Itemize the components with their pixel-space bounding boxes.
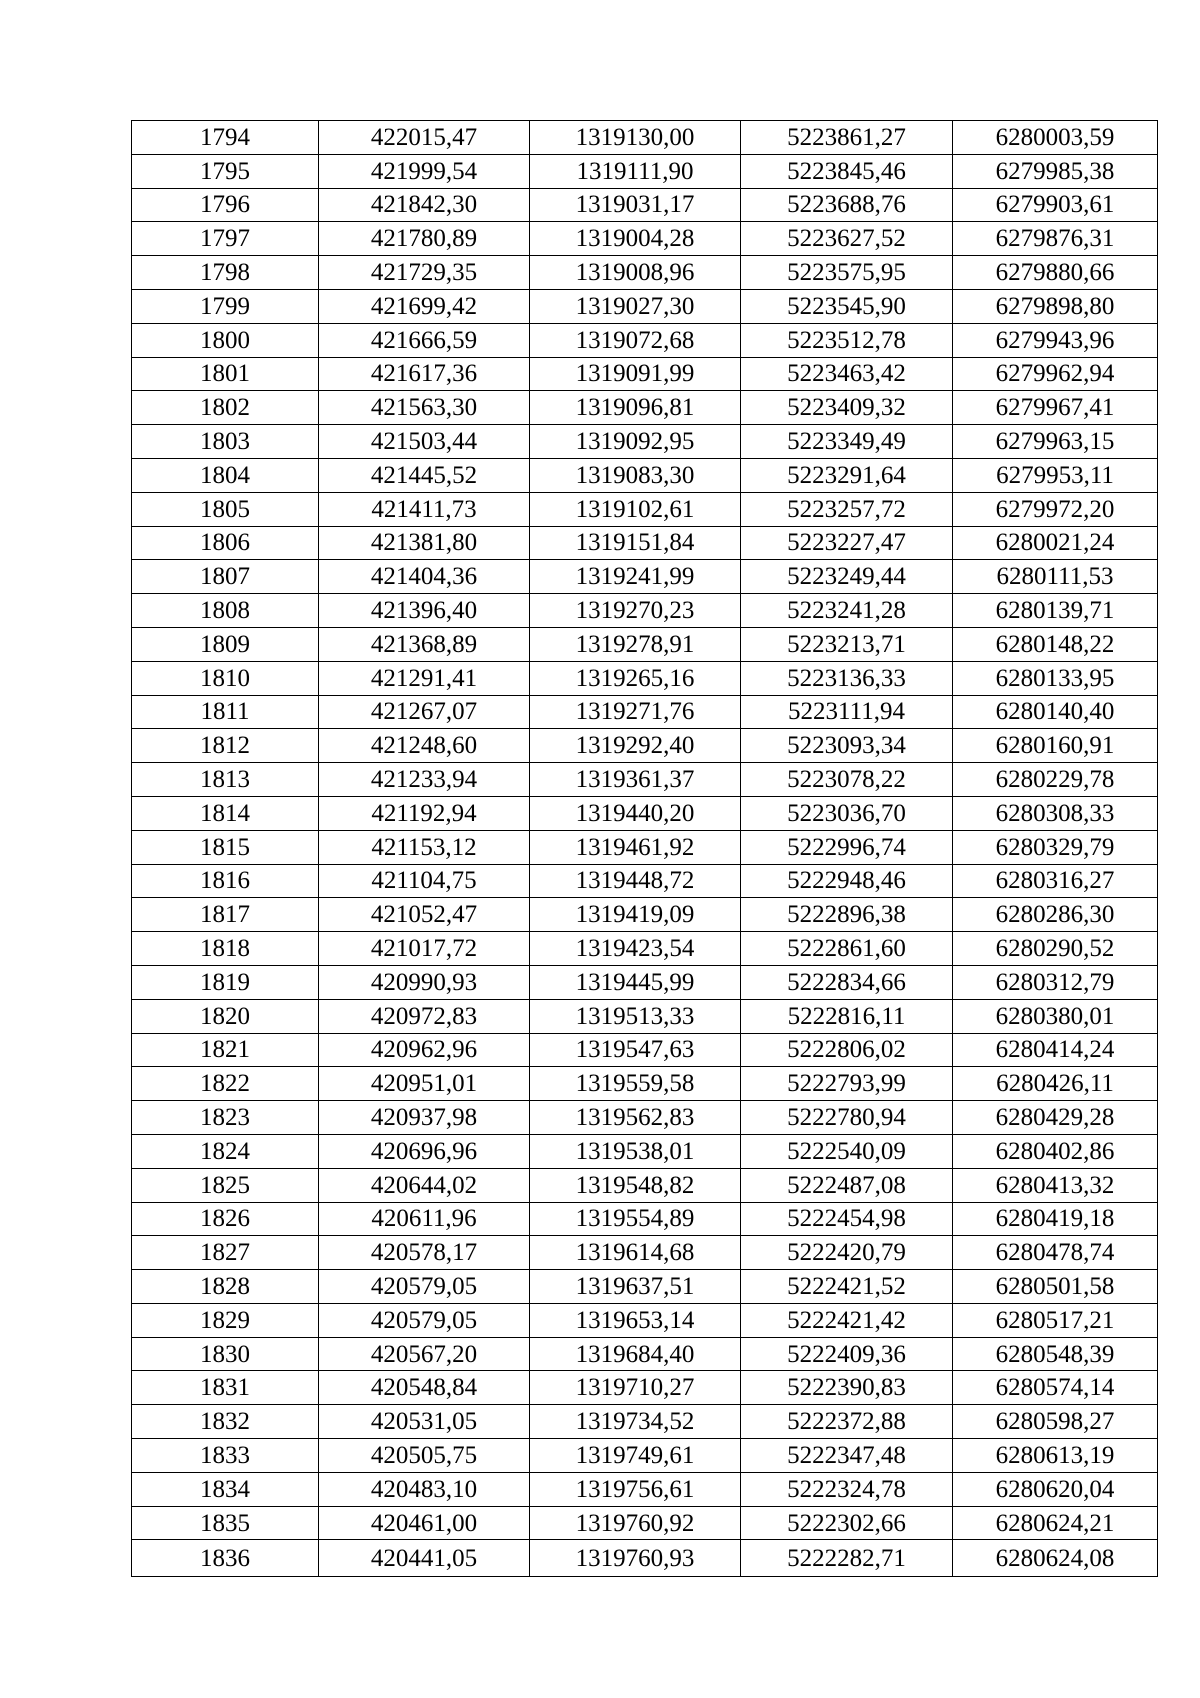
table-row <box>132 864 1158 898</box>
y1-cell: 1319554,89 <box>530 1202 741 1236</box>
table-row <box>132 1270 1158 1304</box>
x1-cell: 421780,89 <box>319 222 530 256</box>
table-row <box>132 830 1158 864</box>
y2-cell: 6280478,74 <box>953 1236 1158 1270</box>
y2-cell: 6279903,61 <box>953 188 1158 222</box>
point-number-cell: 1811 <box>132 695 319 729</box>
y2-cell: 6280003,59 <box>953 121 1158 155</box>
x2-cell: 5223845,46 <box>741 154 953 188</box>
x2-cell: 5223545,90 <box>741 289 953 323</box>
point-number-cell: 1824 <box>132 1134 319 1168</box>
y1-cell: 1319072,68 <box>530 323 741 357</box>
y2-cell: 6280308,33 <box>953 796 1158 830</box>
x2-cell: 5223078,22 <box>741 763 953 797</box>
y2-cell: 6279898,80 <box>953 289 1158 323</box>
y1-cell: 1319265,16 <box>530 661 741 695</box>
y2-cell: 6280517,21 <box>953 1303 1158 1337</box>
x2-cell: 5223463,42 <box>741 357 953 391</box>
x1-cell: 420441,05 <box>319 1540 530 1577</box>
point-number-cell: 1805 <box>132 492 319 526</box>
y1-cell: 1319513,33 <box>530 999 741 1033</box>
y2-cell: 6280548,39 <box>953 1337 1158 1371</box>
y2-cell: 6280140,40 <box>953 695 1158 729</box>
x2-cell: 5222806,02 <box>741 1033 953 1067</box>
table-row <box>132 1202 1158 1236</box>
point-number-cell: 1822 <box>132 1067 319 1101</box>
y1-cell: 1319130,00 <box>530 121 741 155</box>
x1-cell: 420696,96 <box>319 1134 530 1168</box>
y1-cell: 1319760,93 <box>530 1540 741 1577</box>
y2-cell: 6280414,24 <box>953 1033 1158 1067</box>
point-number-cell: 1801 <box>132 357 319 391</box>
y2-cell: 6280111,53 <box>953 560 1158 594</box>
table-row <box>132 1405 1158 1439</box>
table-row <box>132 1371 1158 1405</box>
table-row <box>132 560 1158 594</box>
table-row <box>132 1472 1158 1506</box>
y2-cell: 6280574,14 <box>953 1371 1158 1405</box>
y2-cell: 6280624,21 <box>953 1506 1158 1540</box>
x2-cell: 5223093,34 <box>741 729 953 763</box>
x2-cell: 5223512,78 <box>741 323 953 357</box>
y1-cell: 1319559,58 <box>530 1067 741 1101</box>
y2-cell: 6280402,86 <box>953 1134 1158 1168</box>
y1-cell: 1319548,82 <box>530 1168 741 1202</box>
table-row <box>132 695 1158 729</box>
x1-cell: 420611,96 <box>319 1202 530 1236</box>
table-row <box>132 1506 1158 1540</box>
table-row <box>132 323 1158 357</box>
table-row <box>132 1337 1158 1371</box>
y1-cell: 1319637,51 <box>530 1270 741 1304</box>
table-row <box>132 188 1158 222</box>
x1-cell: 421052,47 <box>319 898 530 932</box>
y2-cell: 6280413,32 <box>953 1168 1158 1202</box>
point-number-cell: 1804 <box>132 458 319 492</box>
x2-cell: 5223213,71 <box>741 627 953 661</box>
x2-cell: 5223627,52 <box>741 222 953 256</box>
point-number-cell: 1794 <box>132 121 319 155</box>
y2-cell: 6280148,22 <box>953 627 1158 661</box>
y1-cell: 1319749,61 <box>530 1439 741 1473</box>
point-number-cell: 1819 <box>132 965 319 999</box>
x1-cell: 420951,01 <box>319 1067 530 1101</box>
y1-cell: 1319271,76 <box>530 695 741 729</box>
point-number-cell: 1809 <box>132 627 319 661</box>
x1-cell: 420531,05 <box>319 1405 530 1439</box>
table-row <box>132 763 1158 797</box>
x1-cell: 421248,60 <box>319 729 530 763</box>
table-row <box>132 627 1158 661</box>
y1-cell: 1319361,37 <box>530 763 741 797</box>
y1-cell: 1319653,14 <box>530 1303 741 1337</box>
x2-cell: 5222421,52 <box>741 1270 953 1304</box>
x1-cell: 421396,40 <box>319 594 530 628</box>
x2-cell: 5222347,48 <box>741 1439 953 1473</box>
table-row <box>132 1439 1158 1473</box>
y2-cell: 6280133,95 <box>953 661 1158 695</box>
x1-cell: 420644,02 <box>319 1168 530 1202</box>
table-row <box>132 391 1158 425</box>
y2-cell: 6280160,91 <box>953 729 1158 763</box>
table-row <box>132 1303 1158 1337</box>
x2-cell: 5222409,36 <box>741 1337 953 1371</box>
y1-cell: 1319102,61 <box>530 492 741 526</box>
point-number-cell: 1835 <box>132 1506 319 1540</box>
y1-cell: 1319760,92 <box>530 1506 741 1540</box>
point-number-cell: 1821 <box>132 1033 319 1067</box>
table-row <box>132 594 1158 628</box>
y2-cell: 6280429,28 <box>953 1101 1158 1135</box>
x2-cell: 5223257,72 <box>741 492 953 526</box>
x2-cell: 5223111,94 <box>741 695 953 729</box>
point-number-cell: 1810 <box>132 661 319 695</box>
x1-cell: 420962,96 <box>319 1033 530 1067</box>
y2-cell: 6280021,24 <box>953 526 1158 560</box>
y2-cell: 6280624,08 <box>953 1540 1158 1577</box>
point-number-cell: 1813 <box>132 763 319 797</box>
x2-cell: 5223249,44 <box>741 560 953 594</box>
y1-cell: 1319111,90 <box>530 154 741 188</box>
table-row <box>132 289 1158 323</box>
y1-cell: 1319461,92 <box>530 830 741 864</box>
y1-cell: 1319092,95 <box>530 425 741 459</box>
x1-cell: 421699,42 <box>319 289 530 323</box>
y1-cell: 1319734,52 <box>530 1405 741 1439</box>
y2-cell: 6280290,52 <box>953 932 1158 966</box>
y2-cell: 6280426,11 <box>953 1067 1158 1101</box>
x2-cell: 5223349,49 <box>741 425 953 459</box>
y2-cell: 6280329,79 <box>953 830 1158 864</box>
y2-cell: 6279967,41 <box>953 391 1158 425</box>
x1-cell: 420567,20 <box>319 1337 530 1371</box>
point-number-cell: 1800 <box>132 323 319 357</box>
table-row <box>132 425 1158 459</box>
x1-cell: 420579,05 <box>319 1303 530 1337</box>
point-number-cell: 1799 <box>132 289 319 323</box>
y2-cell: 6279963,15 <box>953 425 1158 459</box>
y2-cell: 6279876,31 <box>953 222 1158 256</box>
y1-cell: 1319027,30 <box>530 289 741 323</box>
point-number-cell: 1808 <box>132 594 319 628</box>
x2-cell: 5222540,09 <box>741 1134 953 1168</box>
table-row <box>132 796 1158 830</box>
x2-cell: 5223688,76 <box>741 188 953 222</box>
table-row <box>132 999 1158 1033</box>
point-number-cell: 1807 <box>132 560 319 594</box>
x2-cell: 5222816,11 <box>741 999 953 1033</box>
point-number-cell: 1797 <box>132 222 319 256</box>
point-number-cell: 1812 <box>132 729 319 763</box>
y2-cell: 6280501,58 <box>953 1270 1158 1304</box>
y2-cell: 6280419,18 <box>953 1202 1158 1236</box>
point-number-cell: 1826 <box>132 1202 319 1236</box>
x1-cell: 420578,17 <box>319 1236 530 1270</box>
y1-cell: 1319440,20 <box>530 796 741 830</box>
y2-cell: 6279985,38 <box>953 154 1158 188</box>
y1-cell: 1319756,61 <box>530 1472 741 1506</box>
y1-cell: 1319270,23 <box>530 594 741 628</box>
point-number-cell: 1825 <box>132 1168 319 1202</box>
y1-cell: 1319448,72 <box>530 864 741 898</box>
point-number-cell: 1829 <box>132 1303 319 1337</box>
y1-cell: 1319710,27 <box>530 1371 741 1405</box>
point-number-cell: 1815 <box>132 830 319 864</box>
point-number-cell: 1795 <box>132 154 319 188</box>
y1-cell: 1319278,91 <box>530 627 741 661</box>
table-row <box>132 1168 1158 1202</box>
point-number-cell: 1831 <box>132 1371 319 1405</box>
x1-cell: 421999,54 <box>319 154 530 188</box>
point-number-cell: 1817 <box>132 898 319 932</box>
x2-cell: 5222420,79 <box>741 1236 953 1270</box>
x2-cell: 5223036,70 <box>741 796 953 830</box>
point-number-cell: 1827 <box>132 1236 319 1270</box>
table-row <box>132 898 1158 932</box>
x1-cell: 420937,98 <box>319 1101 530 1135</box>
x2-cell: 5222793,99 <box>741 1067 953 1101</box>
y2-cell: 6280286,30 <box>953 898 1158 932</box>
table-row <box>132 965 1158 999</box>
x2-cell: 5223861,27 <box>741 121 953 155</box>
x1-cell: 421563,30 <box>319 391 530 425</box>
table-row <box>132 932 1158 966</box>
x2-cell: 5222487,08 <box>741 1168 953 1202</box>
point-number-cell: 1823 <box>132 1101 319 1135</box>
x2-cell: 5222861,60 <box>741 932 953 966</box>
x1-cell: 421666,59 <box>319 323 530 357</box>
x1-cell: 421104,75 <box>319 864 530 898</box>
y2-cell: 6279953,11 <box>953 458 1158 492</box>
x2-cell: 5223136,33 <box>741 661 953 695</box>
x1-cell: 420548,84 <box>319 1371 530 1405</box>
x2-cell: 5222834,66 <box>741 965 953 999</box>
table-row <box>132 526 1158 560</box>
coordinates-table-body <box>132 121 1158 1577</box>
x2-cell: 5222282,71 <box>741 1540 953 1577</box>
x2-cell: 5222896,38 <box>741 898 953 932</box>
y2-cell: 6280316,27 <box>953 864 1158 898</box>
x1-cell: 421842,30 <box>319 188 530 222</box>
x1-cell: 421153,12 <box>319 830 530 864</box>
table-row <box>132 1236 1158 1270</box>
x2-cell: 5222454,98 <box>741 1202 953 1236</box>
y2-cell: 6280312,79 <box>953 965 1158 999</box>
table-row <box>132 458 1158 492</box>
x2-cell: 5222996,74 <box>741 830 953 864</box>
y1-cell: 1319031,17 <box>530 188 741 222</box>
point-number-cell: 1818 <box>132 932 319 966</box>
y1-cell: 1319091,99 <box>530 357 741 391</box>
y2-cell: 6280229,78 <box>953 763 1158 797</box>
x1-cell: 421617,36 <box>319 357 530 391</box>
x1-cell: 420972,83 <box>319 999 530 1033</box>
table-row <box>132 1067 1158 1101</box>
table-row <box>132 222 1158 256</box>
y1-cell: 1319684,40 <box>530 1337 741 1371</box>
x2-cell: 5222390,83 <box>741 1371 953 1405</box>
x2-cell: 5222372,88 <box>741 1405 953 1439</box>
point-number-cell: 1832 <box>132 1405 319 1439</box>
x2-cell: 5222324,78 <box>741 1472 953 1506</box>
table-row <box>132 121 1158 155</box>
table-row <box>132 661 1158 695</box>
coordinates-table <box>131 120 1158 1577</box>
y1-cell: 1319423,54 <box>530 932 741 966</box>
x2-cell: 5222421,42 <box>741 1303 953 1337</box>
x2-cell: 5222948,46 <box>741 864 953 898</box>
x1-cell: 421267,07 <box>319 695 530 729</box>
table-row <box>132 154 1158 188</box>
y1-cell: 1319292,40 <box>530 729 741 763</box>
x2-cell: 5222302,66 <box>741 1506 953 1540</box>
y2-cell: 6279962,94 <box>953 357 1158 391</box>
point-number-cell: 1828 <box>132 1270 319 1304</box>
table-row <box>132 256 1158 290</box>
y2-cell: 6279943,96 <box>953 323 1158 357</box>
y1-cell: 1319151,84 <box>530 526 741 560</box>
table-row <box>132 1540 1158 1577</box>
x1-cell: 420990,93 <box>319 965 530 999</box>
y1-cell: 1319538,01 <box>530 1134 741 1168</box>
y2-cell: 6280139,71 <box>953 594 1158 628</box>
y1-cell: 1319547,63 <box>530 1033 741 1067</box>
x1-cell: 421404,36 <box>319 560 530 594</box>
y2-cell: 6280598,27 <box>953 1405 1158 1439</box>
x1-cell: 421233,94 <box>319 763 530 797</box>
table-row <box>132 492 1158 526</box>
y1-cell: 1319419,09 <box>530 898 741 932</box>
x1-cell: 421192,94 <box>319 796 530 830</box>
y2-cell: 6280613,19 <box>953 1439 1158 1473</box>
x1-cell: 421503,44 <box>319 425 530 459</box>
x1-cell: 422015,47 <box>319 121 530 155</box>
point-number-cell: 1836 <box>132 1540 319 1577</box>
x1-cell: 421445,52 <box>319 458 530 492</box>
point-number-cell: 1814 <box>132 796 319 830</box>
table-row <box>132 1134 1158 1168</box>
x2-cell: 5223291,64 <box>741 458 953 492</box>
y2-cell: 6280620,04 <box>953 1472 1158 1506</box>
y1-cell: 1319562,83 <box>530 1101 741 1135</box>
y1-cell: 1319096,81 <box>530 391 741 425</box>
y1-cell: 1319004,28 <box>530 222 741 256</box>
x1-cell: 420461,00 <box>319 1506 530 1540</box>
x1-cell: 421368,89 <box>319 627 530 661</box>
table-row <box>132 729 1158 763</box>
point-number-cell: 1803 <box>132 425 319 459</box>
x1-cell: 421729,35 <box>319 256 530 290</box>
table-row <box>132 1101 1158 1135</box>
x2-cell: 5223241,28 <box>741 594 953 628</box>
x1-cell: 420579,05 <box>319 1270 530 1304</box>
point-number-cell: 1816 <box>132 864 319 898</box>
x2-cell: 5223409,32 <box>741 391 953 425</box>
x1-cell: 421291,41 <box>319 661 530 695</box>
y2-cell: 6280380,01 <box>953 999 1158 1033</box>
point-number-cell: 1833 <box>132 1439 319 1473</box>
y1-cell: 1319008,96 <box>530 256 741 290</box>
x2-cell: 5223227,47 <box>741 526 953 560</box>
x1-cell: 421381,80 <box>319 526 530 560</box>
y1-cell: 1319083,30 <box>530 458 741 492</box>
x1-cell: 421017,72 <box>319 932 530 966</box>
y1-cell: 1319445,99 <box>530 965 741 999</box>
point-number-cell: 1830 <box>132 1337 319 1371</box>
y1-cell: 1319241,99 <box>530 560 741 594</box>
x1-cell: 420483,10 <box>319 1472 530 1506</box>
y2-cell: 6279972,20 <box>953 492 1158 526</box>
x2-cell: 5222780,94 <box>741 1101 953 1135</box>
x1-cell: 421411,73 <box>319 492 530 526</box>
point-number-cell: 1834 <box>132 1472 319 1506</box>
y2-cell: 6279880,66 <box>953 256 1158 290</box>
y1-cell: 1319614,68 <box>530 1236 741 1270</box>
table-row <box>132 1033 1158 1067</box>
x1-cell: 420505,75 <box>319 1439 530 1473</box>
x2-cell: 5223575,95 <box>741 256 953 290</box>
point-number-cell: 1806 <box>132 526 319 560</box>
point-number-cell: 1802 <box>132 391 319 425</box>
point-number-cell: 1820 <box>132 999 319 1033</box>
point-number-cell: 1796 <box>132 188 319 222</box>
table-row <box>132 357 1158 391</box>
point-number-cell: 1798 <box>132 256 319 290</box>
